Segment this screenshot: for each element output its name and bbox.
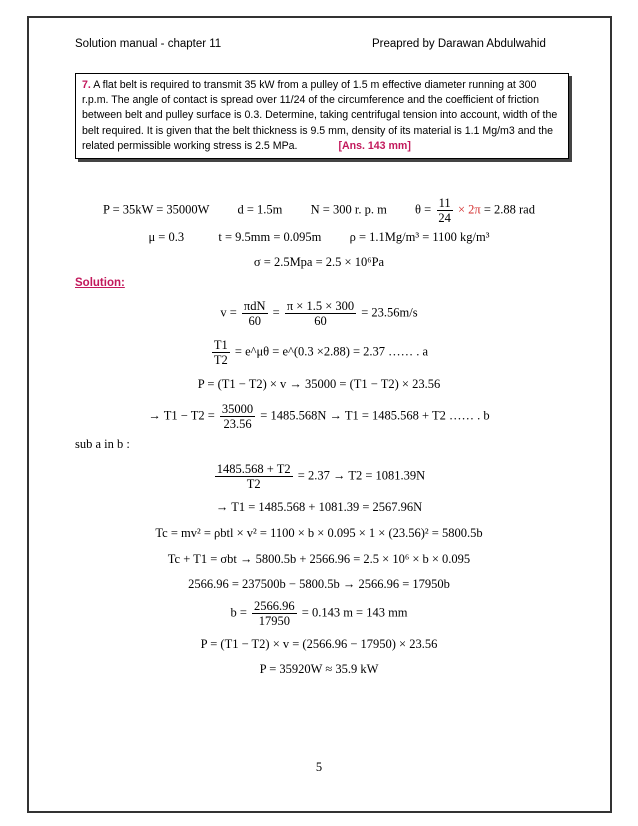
given-stress: σ = 2.5Mpa = 2.5 × 10⁶Pa: [253, 255, 385, 269]
given-density: ρ = 1.1Mg/m³ = 1100 kg/m³: [349, 230, 490, 244]
velocity-fraction-1: [242, 299, 268, 328]
velocity-f2-den: 60: [314, 314, 327, 328]
velocity-f1-den: 60: [248, 314, 261, 328]
given-thickness: t = 9.5mm = 0.095m: [218, 230, 322, 244]
theta-fraction: [436, 196, 453, 225]
sub-rhs: = 2.37 → T2 = 1081.39N: [297, 468, 426, 483]
power-result: P = 35920W ≈ 35.9 kW: [259, 662, 379, 676]
t1-result: → T1 = 1485.568 + 1081.39 = 2567.96N: [215, 500, 423, 514]
substitution-label: sub a in b :: [75, 437, 130, 451]
ratio-rhs: = e^μθ = e^(0.3 ×2.88) = 2.37 …… . a: [234, 344, 429, 359]
ratio-num: T1: [213, 338, 228, 352]
velocity-f2-num: π × 1.5 × 300: [286, 299, 355, 313]
tdiff-rhs: = 1485.568N → T1 = 1485.568 + T2 …… . b: [260, 408, 490, 423]
velocity-equation: [0, 299, 638, 328]
tdiff-fraction: [220, 402, 255, 431]
header-right: Preapred by Darawan Abdulwahid: [372, 38, 546, 50]
theta-two-pi: × 2π: [457, 202, 481, 217]
tension-difference-equation: [0, 402, 638, 431]
velocity-equals: =: [272, 305, 280, 320]
problem-answer: [Ans. 143 mm]: [338, 139, 411, 152]
sub-fraction: [215, 462, 293, 491]
tdiff-lhs: → T1 − T2 =: [148, 408, 215, 423]
theta-numerator: 11: [438, 196, 451, 210]
ratio-fraction: [212, 338, 230, 367]
velocity-lhs: v =: [220, 305, 237, 320]
tdiff-den: 23.56: [223, 417, 252, 431]
given-theta-rhs: = 2.88 rad: [483, 202, 535, 217]
velocity-fraction-2: [285, 299, 356, 328]
width-num: 2566.96: [254, 599, 295, 613]
width-den: 17950: [258, 614, 290, 628]
page-number: 5: [315, 760, 323, 774]
header-left: Solution manual - chapter 11: [75, 38, 222, 50]
theta-denominator: 24: [438, 211, 451, 225]
velocity-rhs: = 23.56m/s: [361, 305, 418, 320]
problem-number: 7.: [82, 79, 91, 91]
width-fraction: [252, 599, 297, 628]
power-equation-1: P = (T1 − T2) × v → 35000 = (T1 − T2) × 23.56: [197, 377, 441, 391]
tdiff-num: 35000: [221, 402, 254, 416]
width-lhs: b =: [230, 605, 247, 620]
centrifugal-tension-equation: Tc = mv² = ρbtl × v² = 1100 × b × 0.095 × 1 × (23.56)² = 5800.5b: [155, 526, 483, 540]
given-line-1: [0, 196, 638, 225]
sub-den: T2: [246, 477, 261, 491]
given-line-2: [0, 230, 638, 245]
power-equation-2: P = (T1 − T2) × v = (2566.96 − 17950) × 23.56: [200, 637, 438, 651]
solution-label: Solution:: [75, 277, 125, 289]
given-theta-lhs: θ =: [415, 202, 432, 217]
given-diameter: d = 1.5m: [237, 202, 283, 217]
tension-ratio-equation: [0, 338, 638, 367]
sub-num: 1485.568 + T2: [216, 462, 291, 476]
solve-equation: 2566.96 = 237500b − 5800.5b → 2566.96 = 17950b: [188, 577, 450, 591]
given-mu: μ = 0.3: [148, 230, 185, 244]
problem-text: A flat belt is required to transmit 35 kW from a pulley of 1.5 m effective diameter running at 300 r.p.m. The angle of contact is spread over 11/24 of the circumference and the coefficient of friction between belt and pulley surface is 0.3. Determine, taking centrifugal tension into account, width of the belt required. It is given that the belt thickness is 9.5 mm, density of its material is 1.1 Mg/m3 and the related permissible working stress is 2.5 MPa.: [82, 79, 558, 152]
stress-equation: Tc + T1 = σbt → 5800.5b + 2566.96 = 2.5 × 10⁶ × b × 0.095: [167, 552, 471, 566]
given-speed: N = 300 r. p. m: [310, 202, 387, 217]
substitution-equation: [0, 462, 638, 491]
width-equation: [0, 599, 638, 628]
ratio-den: T2: [213, 353, 228, 367]
width-rhs: = 0.143 m = 143 mm: [301, 605, 408, 620]
velocity-f1-num: πdN: [243, 299, 266, 313]
given-power: P = 35kW = 35000W: [103, 202, 210, 217]
problem-statement-box: [75, 73, 569, 159]
